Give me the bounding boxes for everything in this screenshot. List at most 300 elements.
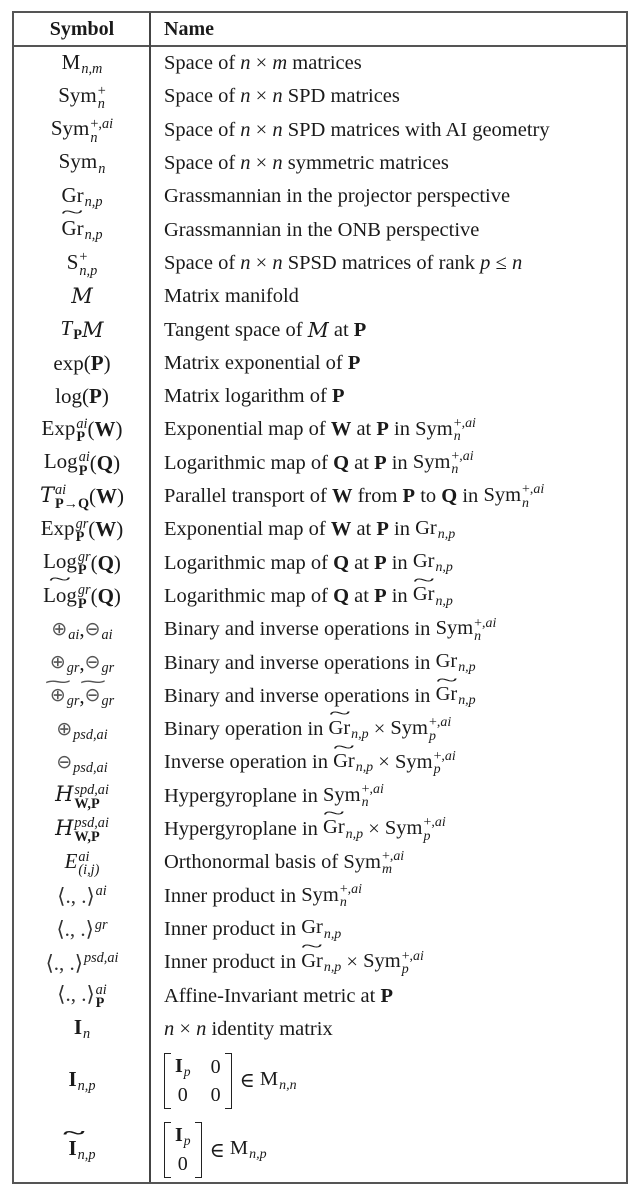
token-text: Matrix manifold	[164, 285, 299, 308]
subscript	[74, 797, 108, 811]
token-text: )	[103, 350, 111, 375]
math-token	[82, 318, 104, 343]
math-token	[84, 950, 118, 966]
symbol-cell	[14, 580, 150, 613]
token-text: )	[113, 550, 121, 575]
token-text: ×	[250, 85, 273, 108]
token-text: H	[55, 815, 74, 840]
token-text: at	[349, 584, 375, 607]
math-token	[164, 785, 323, 808]
token-text: Q	[333, 551, 350, 574]
token-text: W	[330, 418, 352, 441]
name-cell	[164, 646, 620, 679]
token-text: ⟨., .⟩	[45, 950, 83, 975]
math-token	[55, 816, 109, 844]
subscript	[429, 730, 451, 743]
right-bracket	[225, 1053, 232, 1109]
name-cell	[164, 147, 620, 180]
token-text: Sym	[301, 883, 339, 906]
token-text: P	[402, 485, 416, 508]
math-token	[480, 252, 490, 275]
symbol-cell	[14, 746, 150, 779]
math-token	[55, 496, 89, 512]
subscript	[83, 1026, 90, 1042]
token-text: (	[89, 450, 97, 475]
token-text: W	[331, 485, 353, 508]
math-token	[390, 716, 451, 742]
symbol-cell	[14, 1013, 150, 1046]
subscript	[78, 1078, 96, 1094]
table-row	[14, 1046, 626, 1116]
token-text: n	[522, 495, 530, 511]
token-text: n,p	[437, 526, 456, 542]
scripts	[434, 750, 456, 776]
math-token	[164, 219, 479, 242]
tilde-symbol: Gr ~	[323, 816, 345, 839]
token-text: W	[94, 417, 116, 442]
name-cell	[164, 1046, 620, 1116]
subscript	[101, 693, 114, 709]
name-cell	[164, 180, 620, 213]
subscript	[76, 430, 87, 444]
math-token	[91, 351, 104, 376]
token-text: n	[196, 1017, 207, 1040]
token-text: P	[380, 984, 394, 1007]
token-text: n,n	[279, 1077, 297, 1093]
math-token	[486, 616, 497, 631]
token-text: gr	[77, 548, 91, 565]
token-text: n	[97, 96, 105, 113]
token-text: P	[90, 350, 104, 375]
subscript	[435, 594, 452, 609]
math-token	[164, 85, 240, 108]
token-text: )	[101, 384, 109, 409]
subscript	[454, 430, 476, 443]
math-token	[362, 795, 369, 810]
matrix-cell	[178, 1153, 188, 1176]
math-token	[102, 384, 109, 409]
math-token	[351, 518, 376, 541]
token-text: gr	[75, 515, 89, 532]
token-text: Q	[97, 550, 114, 575]
token-text: n,p	[351, 726, 369, 742]
math-token	[164, 585, 333, 608]
token-text: P	[95, 995, 105, 1012]
token-text: )	[113, 583, 121, 608]
superscript	[78, 850, 99, 864]
token-text: +,	[522, 482, 534, 498]
math-token	[68, 627, 79, 643]
token-text: from	[352, 485, 403, 508]
math-token	[164, 818, 323, 841]
math-token	[351, 882, 362, 897]
token-text: p	[423, 828, 431, 844]
symbol-cell	[14, 413, 150, 446]
symbol-cell	[14, 214, 150, 247]
token-text: Q	[441, 485, 458, 508]
math-token	[240, 85, 250, 108]
math-token	[283, 119, 550, 142]
token-text: W	[96, 484, 118, 509]
token-text: n	[83, 1026, 91, 1043]
math-token	[424, 829, 431, 844]
subscript	[73, 327, 82, 343]
token-text: at	[351, 418, 377, 441]
subscript	[78, 597, 91, 611]
tilde-symbol: Gr ~	[436, 683, 458, 706]
token-text: ai	[373, 782, 384, 797]
tilde-symbol: ⊖ ~	[85, 684, 101, 706]
subscript	[402, 963, 424, 976]
token-text: ×	[250, 152, 273, 175]
math-token	[57, 883, 107, 909]
math-token	[164, 652, 436, 675]
token-text: ai	[54, 482, 67, 499]
name-cell	[164, 813, 620, 846]
math-token	[349, 452, 374, 475]
math-token	[413, 583, 453, 609]
math-token	[85, 682, 115, 710]
subscript	[67, 693, 80, 709]
math-token	[441, 485, 457, 508]
token-text: ⟨., .⟩	[57, 884, 95, 909]
math-token	[349, 585, 374, 608]
token-text: Gr	[61, 182, 84, 207]
tilde-symbol: I ~	[68, 1136, 76, 1161]
superscript	[55, 483, 89, 497]
name-cell	[164, 447, 620, 480]
scripts	[98, 84, 106, 111]
subscript	[79, 264, 97, 278]
math-token	[61, 216, 102, 244]
tilde-symbol: Log ~	[43, 583, 77, 608]
superscript	[74, 783, 108, 797]
token-text: Log	[43, 449, 78, 474]
left-bracket	[164, 1053, 171, 1109]
math-token	[333, 552, 349, 575]
scripts	[454, 417, 476, 443]
token-text: p	[183, 1133, 191, 1149]
token-text: Sym	[50, 116, 90, 141]
token-text: T	[60, 315, 73, 340]
token-text: +	[97, 82, 106, 99]
token-text: Inner product in	[164, 884, 302, 907]
token-text: Grassmannian in the projector perspective	[164, 185, 511, 208]
token-text: (	[90, 583, 98, 608]
subscript	[184, 1133, 191, 1148]
token-text: n	[240, 152, 251, 175]
token-text: Sym	[390, 717, 429, 740]
table-row	[14, 480, 626, 513]
token-text: ai	[351, 881, 363, 897]
token-text: n	[474, 628, 482, 644]
math-token	[251, 119, 273, 142]
token-text: n,p	[435, 560, 453, 576]
table-row	[14, 547, 626, 580]
token-text: ×	[363, 818, 385, 841]
subscript	[458, 693, 475, 708]
scripts	[78, 583, 91, 610]
math-token	[58, 83, 106, 111]
token-text: ai	[434, 815, 446, 831]
name-cell	[164, 347, 620, 380]
symbol-cell	[14, 613, 150, 646]
token-text: Inner product in	[164, 951, 302, 974]
token-text: psd,ai	[73, 760, 108, 777]
token-text: SPD matrices	[282, 85, 400, 108]
math-token	[79, 263, 97, 279]
scripts	[424, 816, 446, 842]
math-token	[96, 484, 117, 509]
math-token	[415, 517, 455, 543]
math-token	[465, 416, 476, 431]
subscript	[382, 863, 404, 876]
math-token	[211, 1056, 221, 1078]
table-row	[14, 180, 626, 213]
math-token	[44, 449, 90, 477]
token-text: n	[90, 129, 98, 146]
math-token	[440, 715, 451, 730]
token-text: H	[55, 782, 74, 807]
math-token	[73, 760, 107, 776]
token-text: Affine-Invariant metric at	[164, 984, 381, 1007]
table-row	[14, 613, 626, 646]
token-text: M	[61, 49, 81, 74]
token-text: m	[381, 861, 393, 877]
token-text: ⊕	[56, 717, 73, 740]
math-token	[178, 1153, 188, 1175]
superscript	[454, 417, 476, 430]
math-token	[332, 485, 353, 508]
subscript	[68, 627, 79, 643]
math-token	[324, 960, 341, 975]
token-text: P	[77, 562, 87, 579]
math-token	[89, 484, 96, 509]
token-text: ai	[76, 415, 88, 432]
token-text: (i,j)	[78, 862, 100, 879]
token-text: Gr	[301, 916, 323, 939]
token-text: Gr	[412, 550, 435, 573]
token-text: ai	[95, 981, 107, 998]
math-token	[436, 617, 497, 643]
token-text: S	[66, 249, 79, 274]
subscript	[474, 630, 496, 643]
subscript	[55, 497, 89, 511]
math-token	[164, 452, 333, 475]
table-row	[14, 247, 626, 280]
math-token	[67, 250, 98, 278]
symbol-cell	[14, 280, 150, 313]
math-token	[164, 418, 331, 441]
token-text: gr	[77, 582, 91, 599]
math-token	[78, 596, 87, 612]
token-text: ,	[79, 650, 85, 675]
name-cell	[164, 713, 620, 746]
math-token	[463, 449, 474, 464]
token-text: identity matrix	[206, 1017, 333, 1040]
token-text: P	[78, 462, 88, 479]
math-token	[74, 829, 99, 845]
token-text: m	[272, 52, 288, 75]
token-text: ai	[444, 748, 456, 764]
symbol-cell	[14, 846, 150, 879]
token-text: Sym	[58, 149, 98, 174]
symbol-cell	[14, 47, 150, 80]
token-text: n	[272, 85, 283, 108]
superscript	[362, 783, 384, 796]
token-text: p	[183, 1063, 191, 1079]
math-token	[352, 485, 402, 508]
matrix	[164, 1122, 202, 1178]
math-token	[164, 152, 240, 175]
scripts	[90, 117, 113, 144]
token-text: (	[89, 484, 97, 509]
token-text: Logarithmic map of	[164, 451, 334, 474]
token-text: W	[95, 517, 117, 542]
superscript	[340, 883, 362, 896]
token-text: n	[98, 160, 106, 177]
token-text: ×	[250, 118, 273, 141]
math-token	[240, 119, 250, 142]
token-text: n,p	[458, 693, 476, 709]
scripts	[340, 883, 362, 909]
math-token	[73, 327, 82, 343]
math-token	[374, 585, 387, 608]
math-token	[46, 950, 119, 976]
math-token	[96, 883, 107, 899]
math-token	[240, 152, 250, 175]
scripts	[429, 716, 451, 742]
token-text: n	[164, 1017, 175, 1040]
math-token	[272, 152, 282, 175]
token-text: to	[415, 485, 442, 508]
scripts	[55, 483, 89, 510]
math-token	[67, 693, 80, 709]
subscript	[81, 61, 102, 77]
math-token	[164, 951, 301, 974]
token-text: M	[229, 1137, 249, 1160]
table-row	[14, 946, 626, 979]
token-text: ⟨., .⟩	[56, 917, 94, 942]
math-token	[363, 950, 424, 976]
math-token	[104, 351, 111, 376]
token-text: P	[89, 384, 102, 409]
header-symbol: Symbol	[49, 18, 115, 40]
math-token	[78, 1147, 96, 1163]
superscript	[90, 117, 113, 131]
scripts	[382, 850, 404, 876]
math-token	[164, 885, 301, 908]
math-token	[85, 227, 103, 243]
math-token	[333, 452, 349, 475]
token-text: I	[73, 1015, 83, 1040]
math-token	[457, 485, 483, 508]
token-text: P	[76, 429, 86, 446]
subscript	[434, 763, 456, 776]
superscript	[522, 483, 544, 496]
token-text: M	[71, 284, 93, 309]
scripts	[522, 483, 544, 509]
superscript	[79, 250, 97, 264]
math-token	[74, 1015, 90, 1043]
table-row	[14, 147, 626, 180]
subscript	[340, 896, 362, 909]
math-token	[356, 760, 373, 775]
math-token	[211, 1084, 221, 1106]
math-token	[55, 384, 89, 409]
name-cell	[164, 513, 620, 546]
token-text: I	[175, 1054, 183, 1077]
table-row	[14, 746, 626, 779]
token-text: ⟨., .⟩	[57, 982, 95, 1007]
math-token	[382, 862, 392, 877]
token-text: psd,ai	[73, 726, 108, 743]
token-text: ai	[413, 948, 424, 964]
math-token	[490, 252, 512, 275]
subscript	[78, 1147, 96, 1163]
token-text: in	[457, 485, 484, 508]
math-token	[116, 517, 123, 542]
math-token	[114, 551, 121, 576]
token-text: ×	[373, 751, 395, 774]
math-token	[369, 718, 391, 741]
symbol-cell	[14, 913, 150, 946]
symbol-cell	[14, 713, 150, 746]
token-text: 0	[177, 1153, 188, 1176]
left-bracket	[164, 1122, 171, 1178]
token-text: in	[386, 584, 413, 607]
token-text: E	[64, 848, 78, 873]
math-token	[340, 895, 347, 910]
scripts	[402, 950, 424, 976]
token-text: Q	[97, 583, 114, 608]
name-cell	[164, 913, 620, 946]
token-text: +,	[361, 782, 373, 797]
subscript	[346, 827, 363, 842]
token-text: ai	[102, 115, 114, 132]
name-cell	[164, 746, 620, 779]
math-token	[178, 1084, 188, 1106]
token-text: n	[240, 118, 251, 141]
math-token	[88, 517, 95, 542]
token-text: 0	[210, 1083, 221, 1106]
token-text: SPSD matrices of rank	[282, 251, 481, 274]
token-text: ⊕	[49, 650, 66, 673]
math-token	[117, 484, 124, 509]
superscript	[451, 450, 473, 463]
math-token	[61, 316, 82, 344]
token-text: Grassmannian in the ONB perspective	[164, 218, 480, 241]
table-row	[14, 1116, 626, 1186]
token-text: Logarithmic map of	[164, 551, 334, 574]
math-token	[435, 815, 446, 830]
math-token	[71, 284, 93, 309]
math-token	[435, 594, 452, 609]
matrix-cell	[211, 1056, 221, 1079]
math-token	[363, 818, 385, 841]
token-text: )	[116, 517, 124, 542]
math-token	[51, 116, 113, 144]
table-header	[14, 13, 626, 47]
token-text: n	[240, 85, 251, 108]
token-text: +,	[90, 115, 103, 132]
math-token	[283, 85, 400, 108]
math-token	[413, 949, 424, 964]
token-text: Sym	[483, 484, 522, 507]
subscript	[85, 227, 103, 243]
token-text: n	[240, 251, 251, 274]
token-text: +,	[423, 815, 435, 831]
